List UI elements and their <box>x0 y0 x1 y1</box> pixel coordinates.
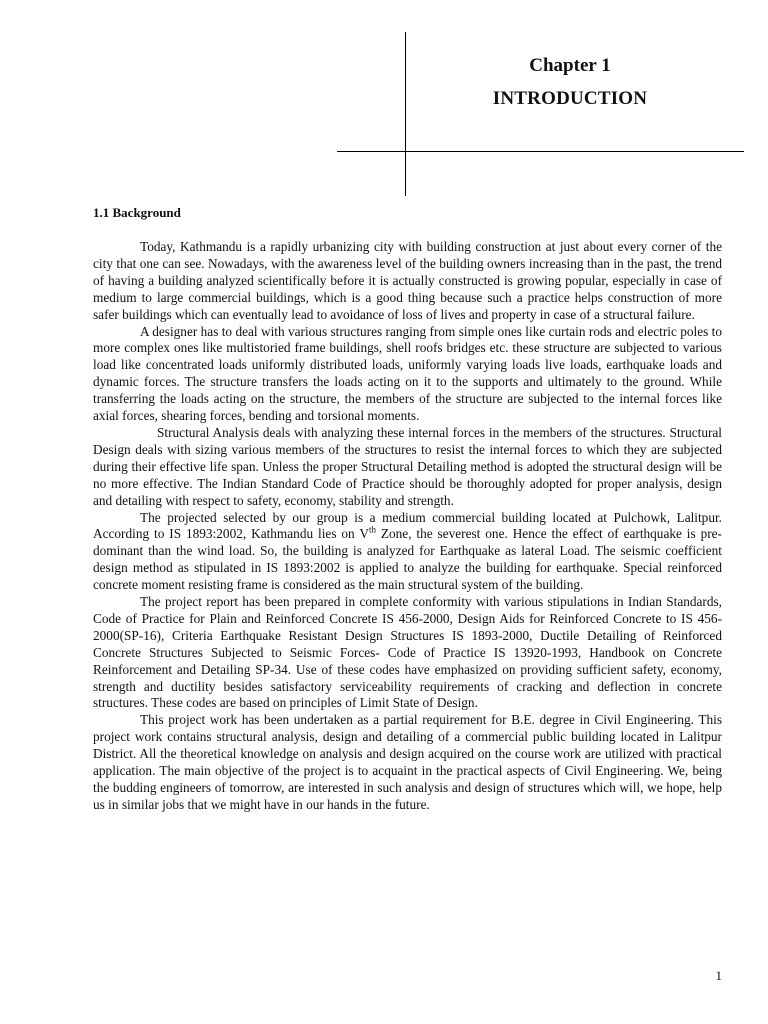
paragraph-3: Structural Analysis deals with analyzing these internal forces in the members of the structures. Structural Design deals with sizing various members of the structures to resist the internal forces to which they are subjected during their effective life span. Unless the proper Structural Detailing method is adopted the structural design will be no more effective. The Indian Standard Code of Practice should be thoroughly adopted for proper analysis, design and detailing with respect to safety, economy, stability and strength. <box>93 424 722 508</box>
paragraph-5: The project report has been prepared in complete conformity with various stipulations in Indian Standards, Code of Practice for Plain and Reinforced Concrete IS 456-2000, Design Aids for Reinforced Concrete to IS 456-2000(SP-16), Criteria Earthquake Resistant Design Structures IS 1893-2000, Ductile Detailing of Reinforced Concrete Structures Subjected to Seismic Forces- Code of Practice IS 13920-1993, Handbook on Concrete Reinforcement and Detailing SP-34. Use of these codes have emphasized on providing sufficient safety, economy, strength and ductility besides satisfactory serviceability requirements of cracking and deflection in concrete structures. These codes are based on principles of Limit State of Design. <box>93 594 722 711</box>
paragraph-6: This project work has been undertaken as a partial requirement for B.E. degree in Civil Engineering. This project work contains structural analysis, design and detailing of a commercial public building located in Lalitpur District. All the theoretical knowledge on analysis and design acquired on the course work are utilized with practical application. The main objective of the project is to acquaint in the practical aspects of Civil Engineering. We, being the budding engineers of tomorrow, are interested in such analysis and design of structures which will, we hope, help us in similar jobs that we might have in our hands in the future. <box>93 712 722 812</box>
chapter-number: Chapter 1 <box>529 55 611 76</box>
superscript-th: th <box>368 524 376 535</box>
paragraph-1: Today, Kathmandu is a rapidly urbanizing city with building construction at just about every corner of the city that one can see. Nowadays, with the awareness level of the building owners increasing than in the past, the trend of having a building analyzed scientifically before it is actually constructed is growing popular, especially in case of medium to large commercial buildings, which is a good thing because such a practice helps construction of more safer buildings which can eventually lead to avoidance of loss of lives and property in case of a structural failure. <box>93 239 722 322</box>
paragraph-2: A designer has to deal with various structures ranging from simple ones like curtain rods and electric poles to more complex ones like multistoried frame buildings, shell roofs bridges etc. these structure are subjected to various load like concentrated loads uniformly distributed loads, uniformly varying loads live loads, earthquake loads and dynamic forces. The structure transfers the loads acting on it to the supports and ultimately to the ground. While transferring the loads acting on the structure, the members of the structure are subjected to the internal forces like axial forces, shearing forces, bending and torsional moments. <box>93 323 722 424</box>
header-vertical-rule <box>405 32 406 196</box>
header-horizontal-rule <box>337 151 744 152</box>
paragraph-4 <box>93 510 722 595</box>
body-text <box>93 239 722 814</box>
page-number: 1 <box>715 968 722 983</box>
paragraph-4-part-2: Zone, the severest one. Hence the effect of earthquake is pre-dominant than the wind load. So, the building is analyzed for Earthquake as lateral Load. The seismic coefficient design method as stipulated in IS 1893:2002 is applied to analyze the building for earthquake. Special reinforced concrete moment resisting frame is considered as the main structural system of the building. <box>93 526 722 593</box>
chapter-title: INTRODUCTION <box>492 88 648 109</box>
section-heading: 1.1 Background <box>93 205 181 220</box>
paragraph-4-part-1: The projected selected by our group is a medium commercial building located at Pulchowk, Lalitpur. According to IS 1893:2002, Kathmandu lies on V <box>93 509 722 542</box>
